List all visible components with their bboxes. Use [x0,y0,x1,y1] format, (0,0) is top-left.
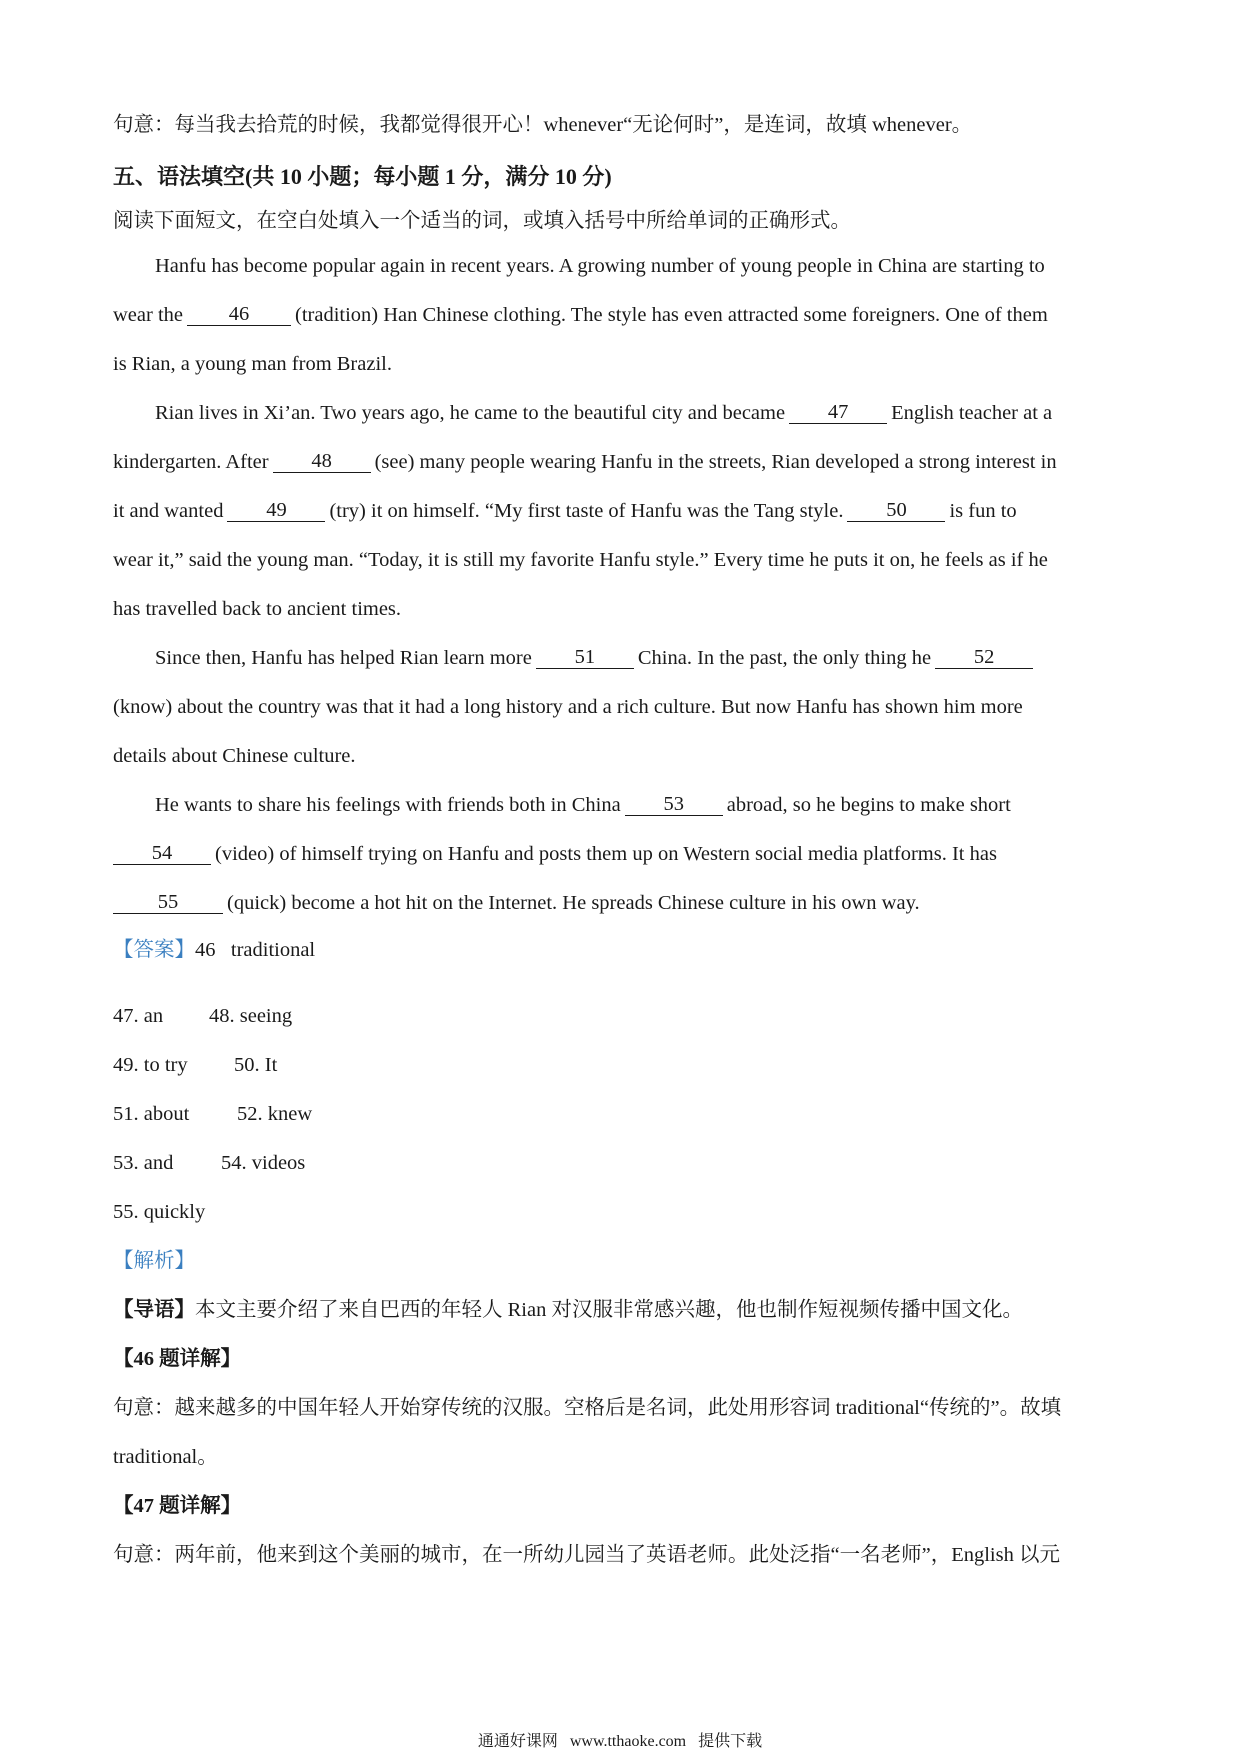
passage-line: Hanfu has become popular again in recent years. A growing number of young people in China are starting to [155,254,1045,277]
section-title: 五、语法填空(共 10 小题；每小题 1 分，满分 10 分) [113,163,612,189]
instruction: 阅读下面短文，在空白处填入一个适当的词，或填入括号中所给单词的正确形式。 [113,210,851,232]
blank-50: 50 [847,499,945,522]
top-note: 句意：每当我去拾荒的时候，我都觉得很开心！whenever“无论何时”，是连词，故填 whenever。 [113,113,973,136]
passage-line: 55 (quick) become a hot hit on the Internet. He spreads Chinese culture in his own way. [113,878,1128,927]
analysis-intro: 【导语】 本文主要介绍了来自巴西的年轻人 Rian 对汉服非常感兴趣，他也制作短视频传播中国文化。 [113,1298,1023,1321]
blank-53: 53 [625,793,723,816]
passage-line: is Rian, a young man from Brazil. [113,352,392,375]
passage-line: Rian lives in Xi’an. Two years ago, he came to the beautiful city and became 47 English teacher at a [155,401,1053,424]
passage-line: Since then, Hanfu has helped Rian learn more 51 China. In the past, the only thing he 52 [113,633,1128,682]
passage-line: (know) about the country was that it had a long history and a rich culture. But now Hanfu has shown him more [113,695,1023,718]
passage-line: 54 (video) of himself trying on Hanfu and posts them up on Western social media platforms. It has [113,829,1128,878]
q46-title: 【46 题详解】 [113,1347,242,1370]
answer-first-line: 【答案】 46 traditional [113,927,1128,973]
passage-line: it and wanted 49 (try) it on himself. “My first taste of Hanfu was the Tang style. 50 is fun to [113,499,1017,522]
answer-tag: 【答案】 [113,939,195,961]
q47-title: 【47 题详解】 [113,1494,242,1517]
q46-explanation: 句意：越来越多的中国年轻人开始穿传统的汉服。空格后是名词，此处用形容词 traditional“传统的”。故填 [113,1396,1062,1419]
passage-line: wear the 46 (tradition) Han Chinese clothing. The style has even attracted some foreigners. One of them [113,303,1048,326]
answer-row: 49. to try 50. It [113,1053,278,1076]
answer-row: 53. and 54. videos [113,1151,306,1174]
analysis-tag: 【解析】 [113,1249,195,1272]
passage-line: has travelled back to ancient times. [113,597,402,620]
passage-line: details about Chinese culture. [113,744,356,767]
page-footer: 通通好课网 www.tthaoke.com 提供下载 [477,1733,763,1750]
q47-explanation: 句意：两年前，他来到这个美丽的城市，在一所幼儿园当了英语老师。此处泛指“一名老师”，English 以元 [113,1543,1060,1566]
blank-46: 46 [187,303,291,326]
blank-49: 49 [227,499,325,522]
blank-48: 48 [273,450,371,473]
answer-row: 51. about 52. knew [113,1102,313,1125]
passage-line: He wants to share his feelings with friends both in China 53 abroad, so he begins to make short [155,793,1011,816]
blank-47: 47 [789,401,887,424]
answer-row: 55. quickly [113,1200,206,1223]
passage-line: wear it,” said the young man. “Today, it is still my favorite Hanfu style.” Every time he puts it on, he feels as if he [113,548,1048,571]
passage-line: kindergarten. After 48 (see) many people wearing Hanfu in the streets, Rian developed a strong interest in [113,450,1057,473]
blank-52: 52 [935,646,1033,669]
blank-55: 55 [113,891,223,914]
blank-54: 54 [113,842,211,865]
answer-row: 47. an 48. seeing [113,1004,293,1027]
document-page [113,100,1128,1579]
blank-51: 51 [536,646,634,669]
q46-explanation: traditional。 [113,1445,218,1468]
